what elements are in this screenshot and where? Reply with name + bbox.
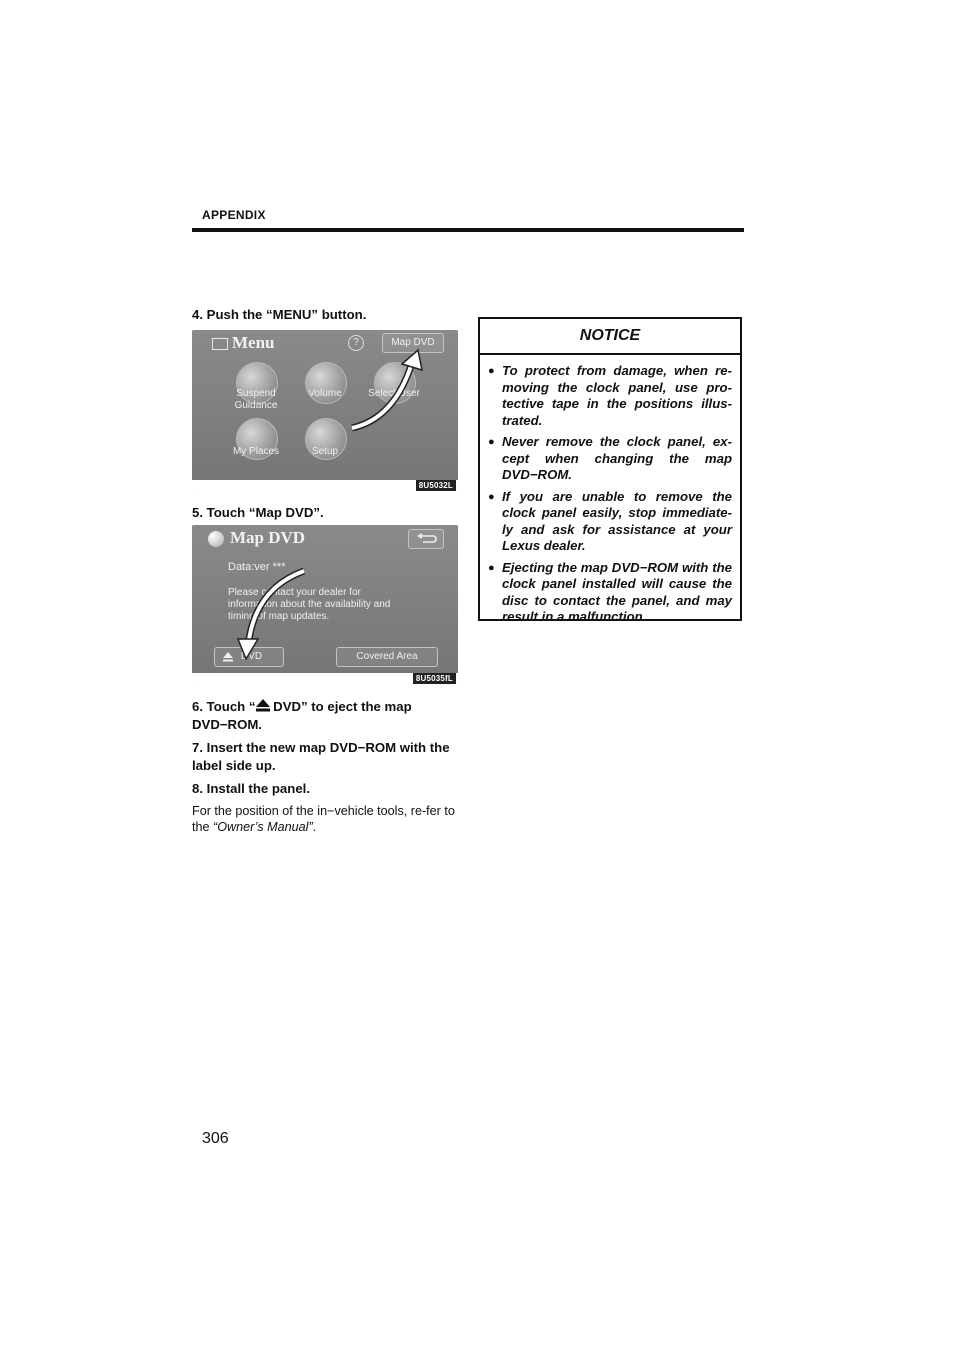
pointer-arrow-icon [342,348,442,438]
owners-manual-reference: “Owner’s Manual” [213,820,313,834]
tools-reference-paragraph [192,803,458,835]
pointer-arrow-icon [232,565,322,660]
section-label: APPENDIX [202,208,266,222]
paragraph-end: . [312,820,317,834]
step-5: 5. Touch “Map DVD”. [192,505,324,520]
return-arrow-icon [409,530,443,548]
map-dvd-screen-display [192,525,458,675]
notice-item: ● Never remove the clock panel, ex-cept when changing the map DVD−ROM. [488,434,732,484]
step-6-text-end: DVD” to eject the map DVD−ROM. [192,699,412,732]
eject-icon [256,698,270,712]
update-message: Please contact your dealer for information about the availability and timing of map updates. [228,587,391,622]
setup-label: Setup [311,446,339,457]
covered-area-button [336,647,438,667]
steps-list [192,698,458,835]
back-button [408,529,444,549]
suspend-guidance-label: Suspend Guidance [234,388,278,411]
eject-dvd-label: DVD [241,651,263,662]
select-user-label: Select User [368,388,420,399]
notice-box [478,317,742,624]
page-number: 306 [202,1130,229,1147]
header-rule [192,228,744,232]
notice-list [480,355,740,626]
step-6 [192,698,458,734]
notice-item: ● Ejecting the map DVD−ROM with the clock panel installed will cause the disc to contact the panel, and may result in a malfunction. [488,560,732,626]
menu-screen-figure [192,330,458,492]
step-4: 4. Push the “MENU” button. [192,307,367,322]
step-7: 7. Insert the new map DVD−ROM with the label side up. [192,740,450,773]
map-dvd-screen-figure [192,525,458,685]
help-icon: ? [348,335,364,351]
menu-screen-display [192,330,458,482]
menu-screen-title: Menu [232,333,275,352]
my-places-label: My Places [232,446,280,457]
data-version: Data:ver *** [228,561,286,573]
notice-item: ● If you are unable to remove the clock panel easily, stop immediate-ly and ask for assistance at your Lexus dealer. [488,489,732,555]
figure-code: 8U5032L [416,480,456,491]
menu-list-icon [212,338,228,350]
step-6-text-start: 6. Touch “ [192,699,256,714]
map-dvd-button-label: Map DVD [391,337,435,348]
step-8: 8. Install the panel. [192,781,310,796]
map-dvd-screen-title: Map DVD [230,528,306,547]
paragraph-text: For the position of the in−vehicle tools, re-fer to the [192,804,455,834]
volume-label: Volume [308,388,342,399]
figure-code: 8U5035fL [413,673,456,684]
covered-area-label: Covered Area [356,651,418,662]
notice-title: NOTICE [480,319,740,355]
disc-icon [208,531,224,547]
notice-item: ● To protect from damage, when re-moving the clock panel, use pro-tective tape in the positions illus-trated. [488,363,732,429]
